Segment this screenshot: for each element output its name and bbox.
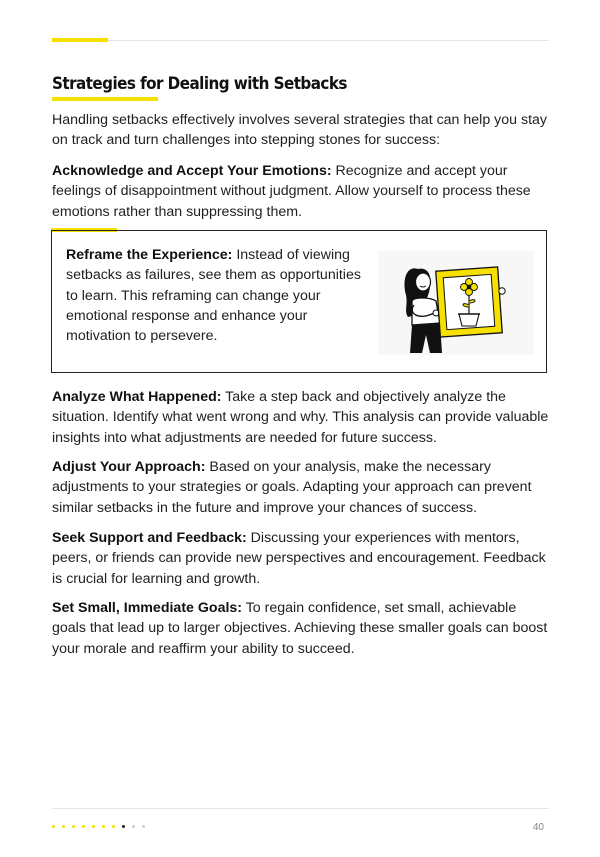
section-support (52, 528, 552, 589)
bottom-divider (52, 808, 549, 809)
progress-dot (112, 825, 115, 828)
progress-dot (142, 825, 145, 828)
progress-dot (92, 825, 95, 828)
progress-dot (132, 825, 135, 828)
progress-dot (102, 825, 105, 828)
section-text: Take a step back and objectively analyze the situation. Identify what went wrong and why. This analysis can provide valuable insights into what adjustments are needed for future success. (52, 389, 549, 446)
reframe-callout-box (51, 230, 547, 373)
section-title: Adjust Your Approach: (52, 459, 206, 475)
page-progress-dots (52, 825, 145, 829)
page-heading: Strategies for Dealing with Setbacks (52, 74, 347, 93)
section-reframe (66, 245, 366, 346)
progress-dot (62, 825, 65, 828)
section-text: Recognize and accept your feelings of disappointment without judgment. Allow yourself to process these emotions rather than suppressing them. (52, 163, 531, 220)
section-goals (52, 598, 552, 659)
section-title: Acknowledge and Accept Your Emotions: (52, 163, 332, 179)
section-title: Analyze What Happened: (52, 389, 222, 405)
top-divider (52, 40, 549, 41)
section-title: Seek Support and Feedback: (52, 530, 247, 546)
section-acknowledge (52, 161, 552, 222)
woman-holding-frame-illustration (378, 251, 534, 355)
top-accent-bar (52, 38, 108, 42)
progress-dot (52, 825, 55, 828)
progress-dot (122, 825, 125, 828)
section-analyze (52, 387, 552, 448)
section-text: Instead of viewing setbacks as failures, see them as opportunities to learn. This reframing can change your emotional response and enhance your motivation to persevere. (66, 247, 361, 345)
intro-paragraph: Handling setbacks effectively involves several strategies that can help you stay on track and turn challenges into stepping stones for success: (52, 112, 547, 149)
section-title: Reframe the Experience: (66, 247, 233, 263)
page-number: 40 (532, 822, 544, 833)
heading-underline (52, 97, 158, 101)
progress-dot (82, 825, 85, 828)
section-text: To regain confidence, set small, achievable goals that lead up to larger objectives. Achieving these smaller goals can boost your morale and reaffirm your ability to succeed. (52, 600, 548, 657)
section-text: Discussing your experiences with mentors, peers, or friends can provide new perspectives and encouragement. Feedback is crucial for learning and growth. (52, 530, 546, 587)
section-text: Based on your analysis, make the necessary adjustments to your strategies or goals. Adapting your approach can prevent similar setbacks in the future and improve your chances of success. (52, 459, 532, 516)
section-title: Set Small, Immediate Goals: (52, 600, 243, 616)
progress-dot (72, 825, 75, 828)
section-adjust (52, 457, 552, 518)
